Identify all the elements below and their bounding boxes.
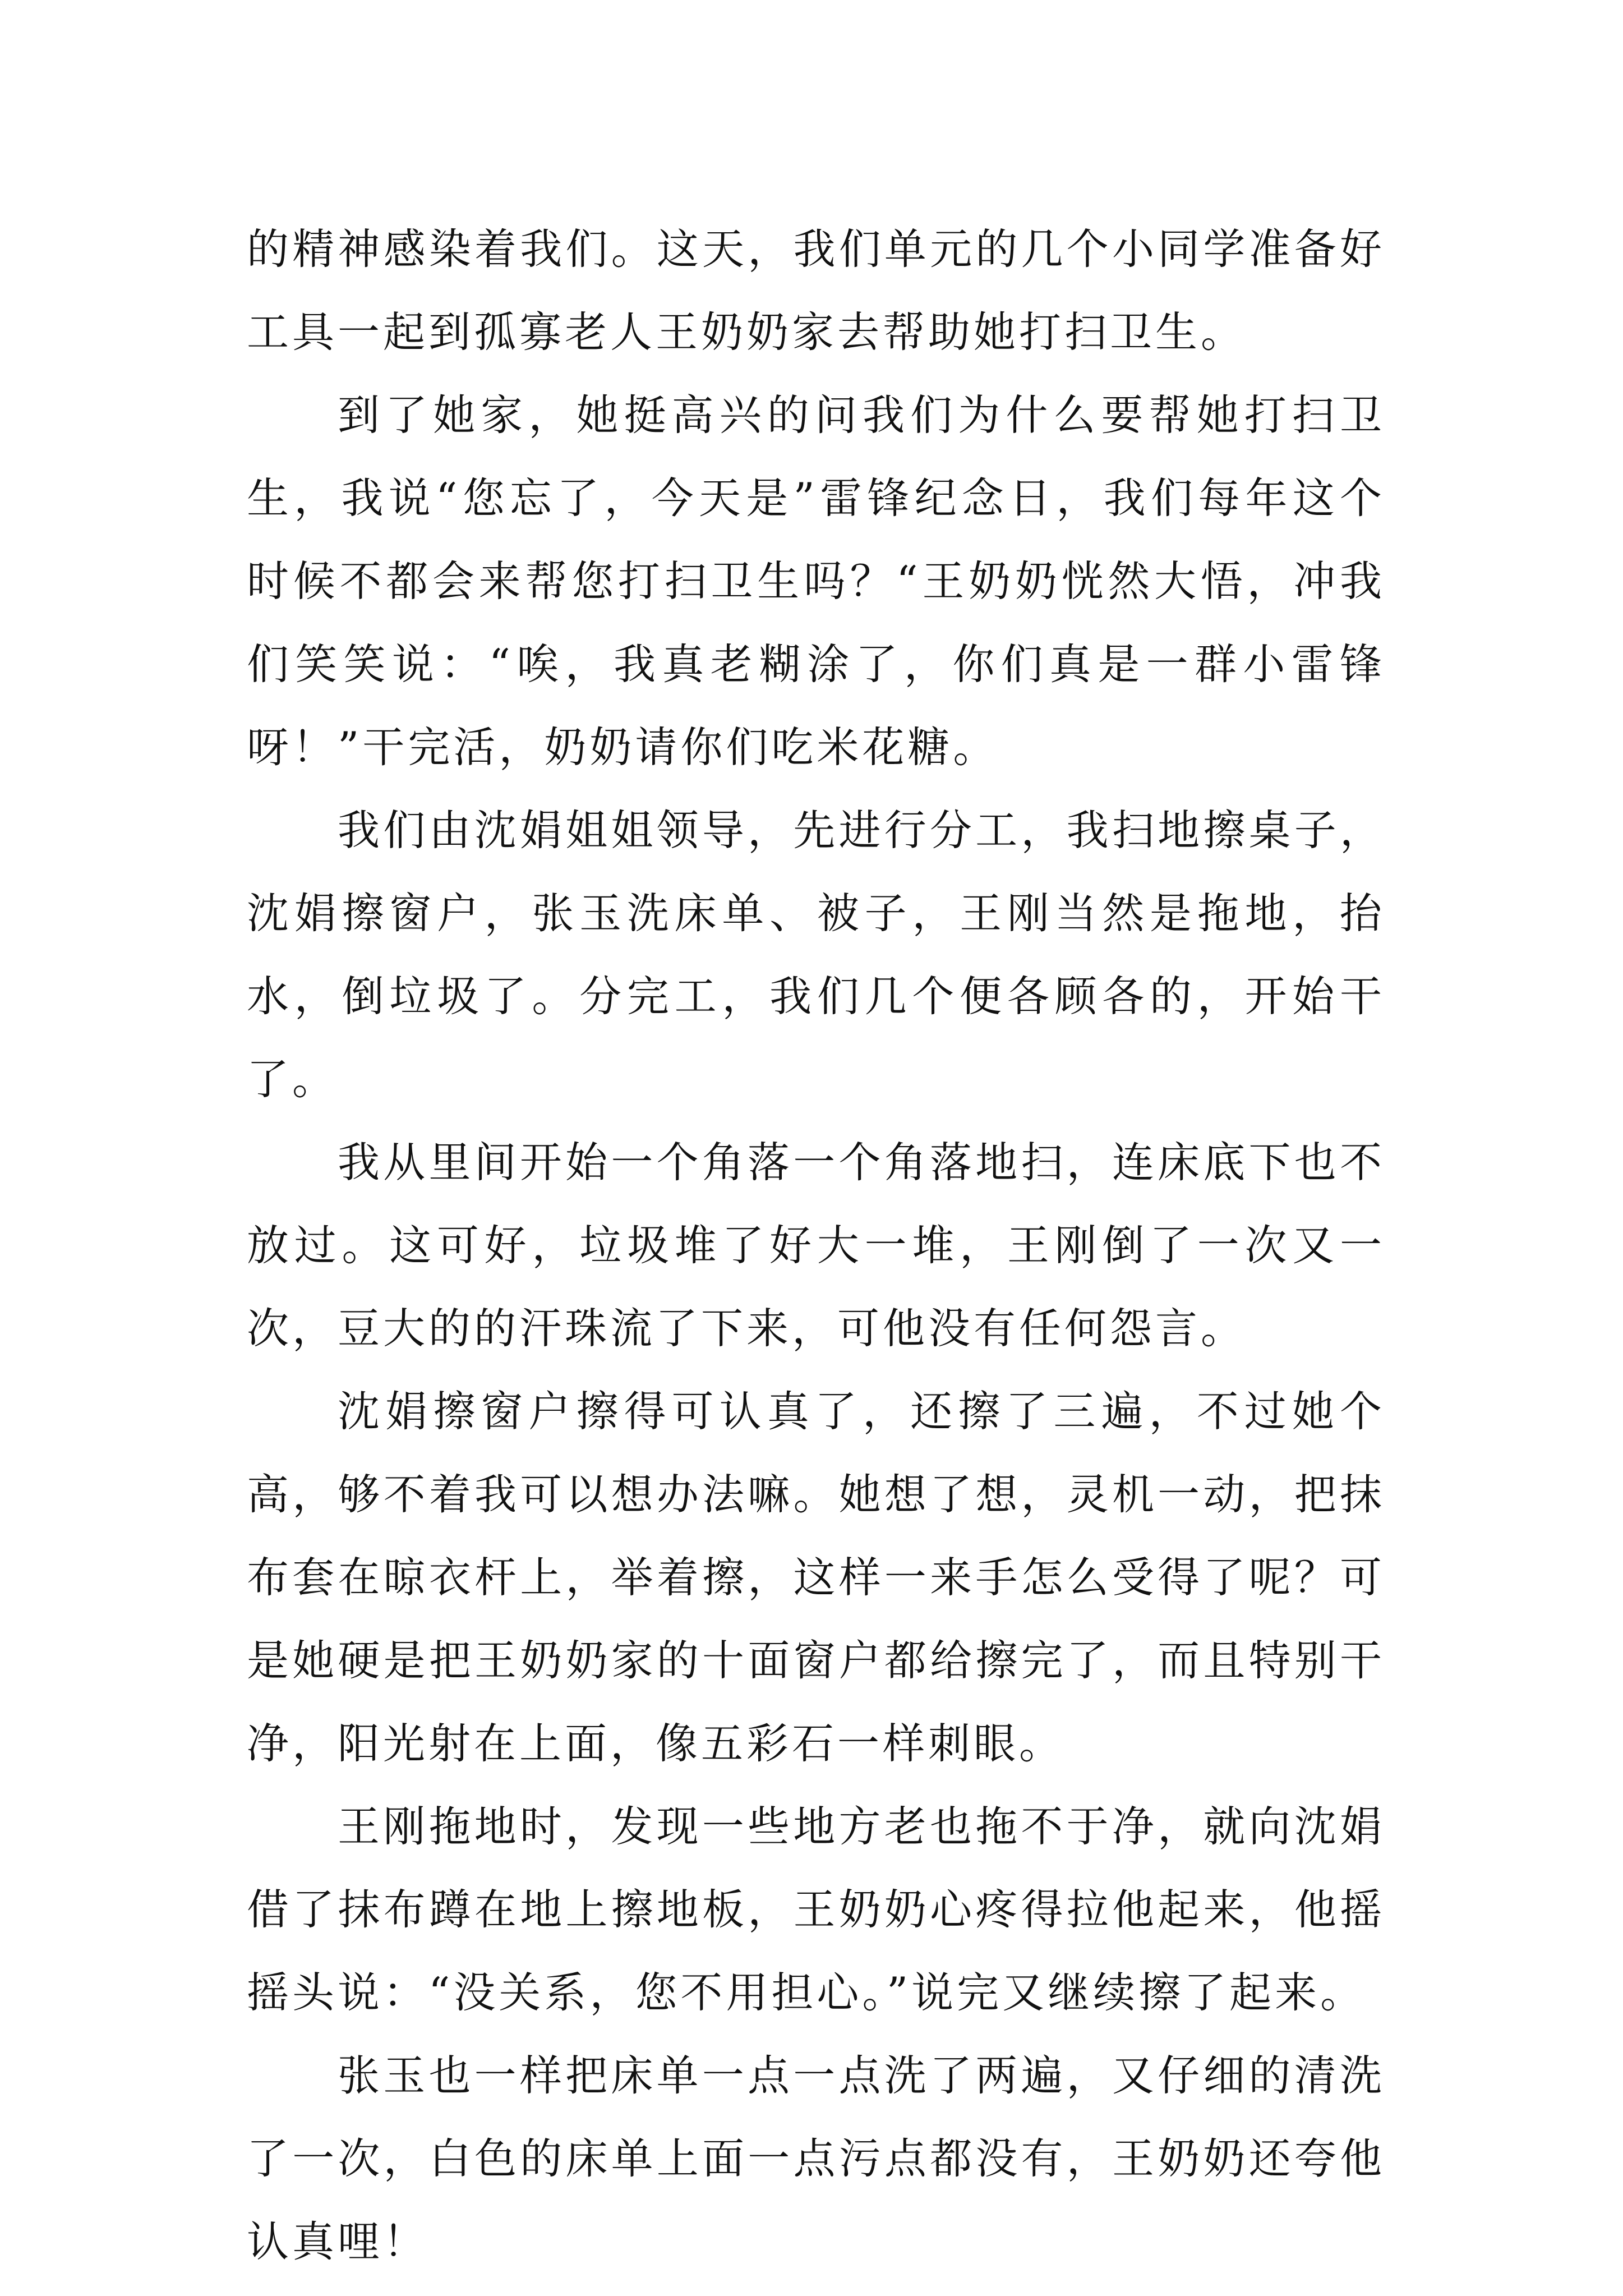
paragraph-5: 沈娟擦窗户擦得可认真了，还擦了三遍，不过她个高，够不着我可以想办法嘛。她想了想，灵机一动，把抹布套在晾衣杆上，举着擦，这样一来手怎么受得了呢？可是她硬是把王奶奶家的十面窗户都给擦完了，而且特别干净，阳光射在上面，像五彩石一样刺眼。 xyxy=(247,1387,1385,1768)
paragraph-2: 到了她家，她挺高兴的问我们为什么要帮她打扫卫生，我说“您忘了，今天是”雷锋纪念日，我们每年这个时候不都会来帮您打扫卫生吗？“王奶奶恍然大悟，冲我们笑笑说：“唉，我真老糊涂了，你们真是一群小雷锋呀！”干完活，奶奶请你们吃米花糖。 xyxy=(247,390,1385,772)
essay-body xyxy=(247,208,1385,2283)
paragraph-1: 的精神感染着我们。这天，我们单元的几个小同学准备好工具一起到孤寡老人王奶奶家去帮助她打扫卫生。 xyxy=(247,224,1385,357)
paragraph-4: 我从里间开始一个角落一个角落地扫，连床底下也不放过。这可好，垃圾堆了好大一堆，王刚倒了一次又一次，豆大的的汗珠流了下来，可他没有任何怨言。 xyxy=(247,1138,1385,1353)
paragraph-7: 张玉也一样把床单一点一点洗了两遍，又仔细的清洗了一次，白色的床单上面一点污点都没有，王奶奶还夸他认真哩！ xyxy=(247,2051,1385,2266)
paragraph-6: 王刚拖地时，发现一些地方老也拖不于净，就向沈娟借了抹布蹲在地上擦地板，王奶奶心疼得拉他起来，他摇摇头说：“没关系，您不用担心。”说完又继续擦了起来。 xyxy=(247,1802,1385,2017)
paragraph-3: 我们由沈娟姐姐领导，先进行分工，我扫地擦桌子，沈娟擦窗户，张玉洗床单、被子，王刚当然是拖地，抬水，倒垃圾了。分完工，我们几个便各顾各的，开始干了。 xyxy=(247,806,1385,1104)
